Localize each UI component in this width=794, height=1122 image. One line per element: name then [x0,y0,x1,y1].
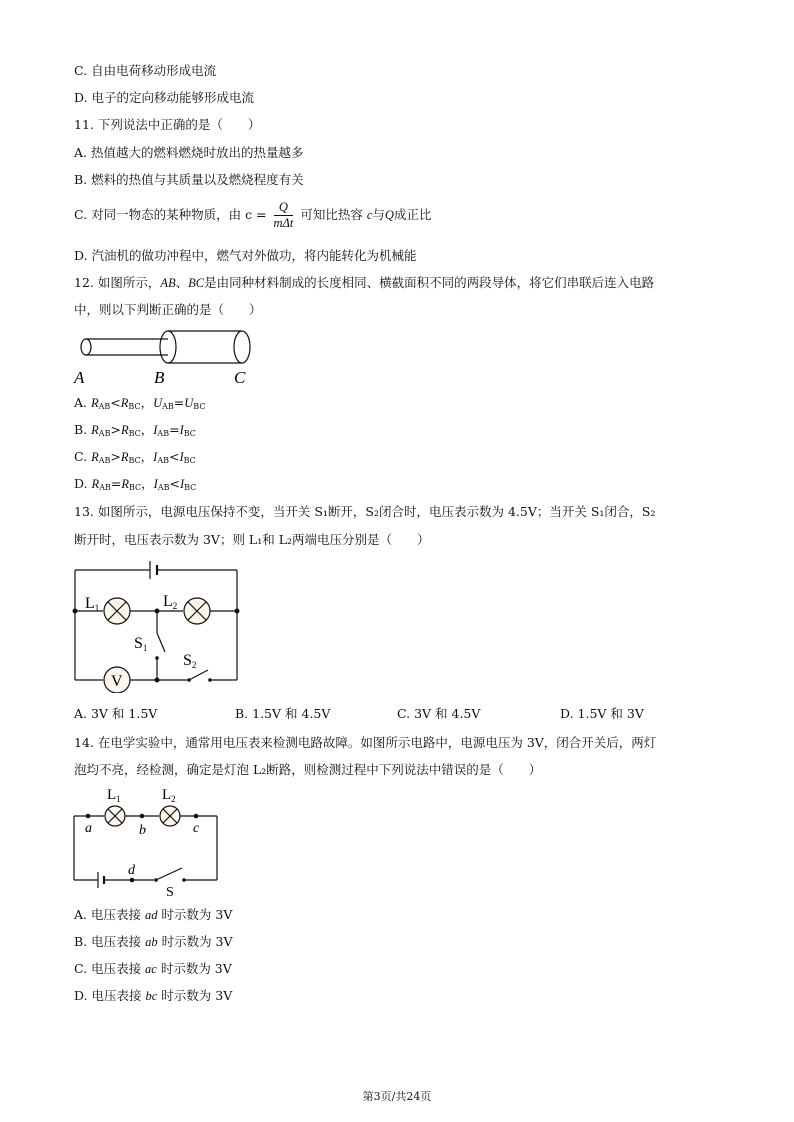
q13-stem-line2: 断开时，电压表示数为 3V；则 L₁和 L₂两端电压分别是（ ） [74,532,430,547]
q14-option-a: A. 电压表接 ad 时示数为 3V [74,907,233,922]
q13-label-s2: S2 [183,652,197,670]
q13-label-l2: L2 [163,593,178,611]
q14-label-l2: $L_2$ [162,787,176,804]
q14-stem-line1: 14. 在电学实验中，通常用电压表来检测电路故障。如图所示电路中，电源电压为 3V，闭合开关后，两灯 [74,735,657,750]
q14-point-c [194,814,199,819]
q13-option-d: D. 1.5V 和 3V [560,706,644,721]
q14-label-a: a [85,821,92,836]
q12-label-b: B [154,368,165,387]
q12-stem-suffix: 是由同种材料制成的长度相同、横截面积不同的两段导体，将它们串联后连入电路 [204,275,655,290]
q11-var-q: Q [384,208,394,222]
q12-label-c: C [234,368,246,387]
q13-stem-line1: 13. 如图所示，电源电压保持不变，当开关 S₁断开，S₂闭合时，电压表示数为 4.5V；当开关 S₁闭合，S₂ [74,504,656,519]
q13-option-c: C. 3V 和 4.5V [397,706,481,721]
q13-voltmeter-label: V [111,673,123,690]
q12-option-a: A. $R_{AB}<R_{BC}$，$U_{AB}=U_{BC}$ [74,395,206,411]
q11-option-c-with: 与 [372,207,385,222]
q10-option-c: C. 自由电荷移动形成电流 [74,63,217,78]
q10-option-d: D. 电子的定向移动能够形成电流 [74,90,255,105]
q11-option-c [74,200,431,231]
q11-option-a: A. 热值越大的燃料燃烧时放出的热量越多 [74,145,304,160]
q14-circuit-diagram [70,782,225,897]
q12-option-b: B. $R_{AB}>R_{BC}$，$I_{AB}=I_{BC}$ [74,422,196,438]
q14-label-b: b [139,823,146,838]
q11-formula-eq: c = [245,207,267,222]
q13-switch-s1 [157,633,165,652]
q14-lamp-l1 [105,806,125,826]
q11-option-c-post: 成正比 [393,207,432,222]
q12-stem-line1 [74,275,654,291]
q11-formula-fraction [274,200,294,231]
q11-stem: 11. 下列说法中正确的是（ ） [74,117,261,132]
q12-var-bc: BC [188,276,205,290]
q14-label-c: c [193,821,200,836]
q11-var-c: c [366,208,373,222]
q12-var-ab: AB [160,276,176,290]
q14-stem-line2: 泡均不亮，经检测，确定是灯泡 L₂断路，则检测过程中下列说法中错误的是（ ） [74,762,542,777]
q14-point-b [140,814,145,819]
q11-option-d: D. 汽油机的做功冲程中，燃气对外做功，将内能转化为机械能 [74,248,417,263]
q14-label-d: d [128,863,135,878]
q11-option-c-prefix: C. 对同一物态的某种物质，由 [74,207,242,222]
q14-option-d: D. 电压表接 bc 时示数为 3V [74,988,233,1003]
q14-point-a [86,814,91,819]
q11-option-c-mid: 可知比热容 [300,207,363,222]
q13-option-b: B. 1.5V 和 4.5V [235,706,331,721]
q13-lamp-l1 [104,598,130,624]
q12-stem-line2: 中，则以下判断正确的是（ ） [74,302,262,317]
q13-switch-s2 [189,670,208,680]
q14-option-c: C. 电压表接 ac 时示数为 3V [74,961,232,976]
q11-formula-denominator: mΔt [273,216,294,230]
q13-lamp-l2 [184,598,210,624]
q12-label-a: A [74,368,85,387]
q13-label-s1: S1 [134,635,148,653]
q14-lamp-l2 [160,806,180,826]
q14-option-b: B. 电压表接 ab 时示数为 3V [74,934,233,949]
q12-conductor-figure [72,326,262,388]
q14-point-d [130,878,135,883]
q13-option-a: A. 3V 和 1.5V [74,706,158,721]
q13-circuit-diagram [70,558,245,693]
q14-label-l1: $L_1$ [107,787,121,804]
q13-label-l1: L1 [85,595,100,613]
page-number-footer: 第3页/共24页 [362,1090,432,1103]
q12-option-d: D. $R_{AB}=R_{BC}$，$I_{AB}<I_{BC}$ [74,476,197,492]
q12-option-c: C. $R_{AB}>R_{BC}$，$I_{AB}<I_{BC}$ [74,449,196,465]
q14-label-s: S [166,885,174,897]
q11-formula-numerator: Q [274,200,294,216]
q12-stem-separator: 、 [175,275,189,290]
q11-option-b: B. 燃料的热值与其质量以及燃烧程度有关 [74,172,304,187]
q12-stem-prefix: 12. 如图所示， [74,275,161,290]
q14-switch-s [156,868,182,880]
q13-voltmeter [104,667,130,693]
